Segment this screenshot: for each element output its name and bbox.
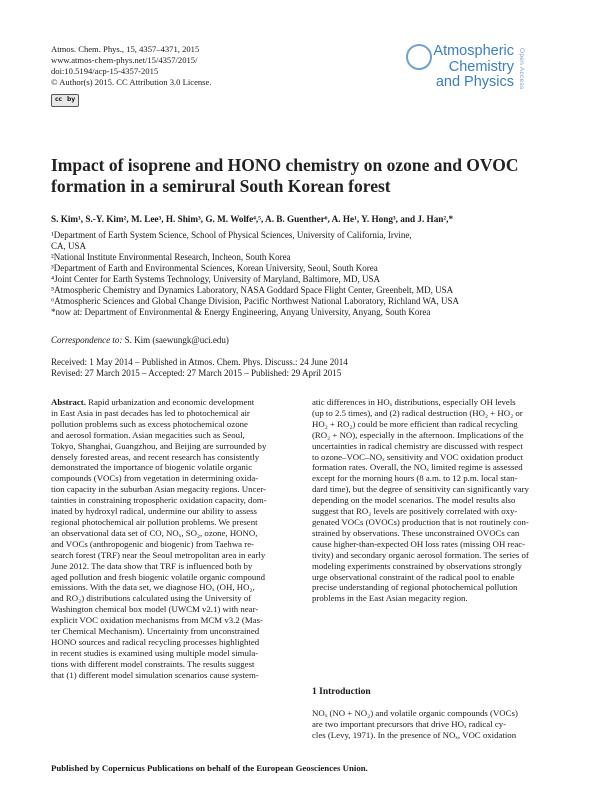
dates-revised: Revised: 27 March 2015 – Accepted: 27 March 2015 – Published: 29 April 2015 <box>51 368 342 378</box>
journal-logo <box>418 44 528 96</box>
abstract-first-line <box>51 397 293 408</box>
affiliation-line: ⁵Atmospheric Chemistry and Dynamics Laboratory, NASA Goddard Space Flight Center, Greenbelt, MD, USA <box>51 285 454 295</box>
abstract-line: and aerosol formation. Asian megacities such as Seoul, <box>51 429 245 440</box>
abstract-line: tion capacity in the suburban Asian megacity regions. Uncer- <box>51 484 267 495</box>
abstract-label: Abstract. <box>51 397 86 407</box>
correspondence <box>51 335 229 345</box>
abstract-line: demonstrated the importance of biogenic volatile organic <box>51 462 253 473</box>
abstract-line: that (1) different model simulation scenarios cause system- <box>51 669 259 680</box>
abstract-line: aged pollution and fresh biogenic volatile organic compound <box>51 571 266 582</box>
abstract-line: Rapid urbanization and economic development <box>85 397 255 407</box>
abstract-line: June 2012. The data show that TRF is influenced both by <box>51 560 253 571</box>
publication-dates <box>51 357 551 379</box>
abstract-line: problems in the East Asian megacity region. <box>312 593 468 604</box>
abstract-line: tions with different model constraints. The results suggest <box>51 658 255 669</box>
abstract-line: to ozone–VOC–NOₓ sensitivity and VOC oxidation product <box>312 451 524 462</box>
abstract-line: pollution problems such as excess photochemical ozone <box>51 418 248 429</box>
abstract-line: Washington chemical box model (UWCM v2.1) with near- <box>51 604 259 615</box>
abstract-line: and VOCs (anthropogenic and biogenic) from Taehwa re- <box>51 538 255 549</box>
introduction-text <box>312 708 552 741</box>
journal-logo-line2: Chemistry <box>448 58 514 75</box>
abstract-line: explicit VOC oxidation mechanisms from MCM v3.2 (Mas- <box>51 615 263 626</box>
journal-logo-line3: and Physics <box>435 74 514 90</box>
article-meta <box>51 44 212 88</box>
publisher-footer: Published by Copernicus Publications on behalf of the European Geosciences Union. <box>51 763 368 773</box>
affiliation-line: ³Department of Earth and Environmental Sciences, Korean University, Seoul, South Korea <box>51 263 378 273</box>
abstract-line: (up to 2.5 times), and (2) radical destruction (HO₂ + HO₂ or <box>312 407 523 418</box>
abstract-line: Tokyo, Shanghai, Guangzhou, and Beijing are surrounded by <box>51 440 267 451</box>
cc-by-badge-icon[interactable] <box>51 94 79 107</box>
abstract-line: ter Chemical Mechanism). Uncertainty from unconstrained <box>51 626 260 637</box>
affiliation-line: ¹Department of Earth System Science, School of Physical Sciences, University of California, Irvine, <box>51 230 412 240</box>
abstract-line: strained by observations. These unconstrained OVOCs can <box>312 527 520 538</box>
title-line-2: formation in a semirural South Korean forest <box>51 175 391 196</box>
abstract-line: tivity) and secondary organic aerosol formation. The series of <box>312 549 529 560</box>
abstract-line: suggest that RO₂ levels are positively correlated with oxy- <box>312 506 518 517</box>
abstract-line: uncertainties in radical chemistry are discussed with respect <box>312 440 523 451</box>
affiliation-line: ⁶Atmospheric Sciences and Global Change Division, Pacific Northwest National Laboratory, Richland WA, USA <box>51 296 460 306</box>
affiliation-line: ²National Institute Environmental Research, Incheon, South Korea <box>51 252 291 262</box>
article-url[interactable]: www.atmos-chem-phys.net/15/4357/2015/ <box>51 55 198 65</box>
affiliation-line: ⁴Joint Center for Earth Systems Technology, University of Maryland, Baltimore, MD, USA <box>51 274 380 284</box>
intro-line: are two important precursors that drive HOₓ radical cy- <box>312 718 507 729</box>
journal-logo-icon <box>406 44 432 70</box>
abstract-line: urge observational constraint of the radical pool to enable <box>312 571 515 582</box>
abstract-right-column <box>312 397 552 604</box>
journal-reference: Atmos. Chem. Phys., 15, 4357–4371, 2015 <box>51 44 200 54</box>
abstract-line: HO₂ + RO₂) could be more efficient than radical recycling <box>312 418 518 429</box>
abstract-line: search forest (TRF) near the Seoul metropolitan area in early <box>51 549 266 560</box>
open-access-label: Open Access <box>518 48 525 90</box>
dates-received: Received: 1 May 2014 – Published in Atmos. Chem. Phys. Discuss.: 24 June 2014 <box>51 357 348 367</box>
intro-line: NOₓ (NO + NO₂) and volatile organic compounds (VOCs) <box>312 708 518 718</box>
abstract-line: tainties in constraining tropospheric oxidation capacity, dom- <box>51 495 267 506</box>
abstract-line: cause higher-than-expected OH loss rates (missing OH reac- <box>312 538 526 549</box>
abstract-line: emissions. With the data set, we diagnose HOₓ (OH, HO₂, <box>51 582 255 593</box>
author-list: S. Kim¹, S.-Y. Kim², M. Lee³, H. Shim³, G. M. Wolfe⁴,⁵, A. B. Guenther⁶, A. He¹, Y. Hong³, and J. Han²,* <box>51 214 454 224</box>
abstract-left-lines <box>51 408 293 681</box>
abstract-line: and RO₂) distributions calculated using the University of <box>51 593 252 604</box>
affiliation-list <box>51 230 551 318</box>
journal-logo-line1: Atmospheric <box>433 43 514 59</box>
abstract-left-column <box>51 397 293 681</box>
abstract-line: except for the morning hours (8 a.m. to 12 p.m. local stan- <box>312 473 518 484</box>
intro-line: cles (Levy, 1971). In the presence of NOₓ, VOC oxidation <box>312 729 517 740</box>
by-badge-text: by <box>67 96 76 103</box>
abstract-line: modeling experiments constrained by observations strongly <box>312 560 522 571</box>
cc-badge-text: cc <box>55 96 63 103</box>
abstract-line: in recent studies is examined using multiple model simula- <box>51 647 259 658</box>
abstract-line: an observational data set of CO, NOₓ, SO₂, ozone, HONO, <box>51 527 258 538</box>
abstract-line: precise understanding of regional photochemical pollution <box>312 582 518 593</box>
abstract-line: (RO₂ + NO), especially in the afternoon. Implications of the <box>312 429 524 440</box>
abstract-line: formation rates. Overall, the NOₓ limited regime is assessed <box>312 462 523 473</box>
affiliation-line: CA, USA <box>51 241 87 251</box>
license-text: © Author(s) 2015. CC Attribution 3.0 License. <box>51 77 212 87</box>
abstract-line: depending on the model scenarios. The model results also <box>312 495 516 506</box>
abstract-line: inated by hydroxyl radical, undermine our ability to assess <box>51 506 257 517</box>
abstract-line: compounds (VOCs) from vegetation in determining oxida- <box>51 473 259 484</box>
article-doi[interactable]: doi:10.5194/acp-15-4357-2015 <box>51 66 159 76</box>
abstract-line: genated VOCs (OVOCs) production that is not routinely con- <box>312 516 529 527</box>
title-line-1: Impact of isoprene and HONO chemistry on ozone and OVOC <box>51 155 519 175</box>
abstract-line: in East Asia in past decades has led to photochemical air <box>51 407 250 418</box>
affiliation-line: *now at: Department of Environmental & Energy Engineering, Anyang University, Anyang, South Korea <box>51 307 431 317</box>
abstract-line: atic differences in HOₓ distributions, especially OH levels <box>312 397 516 407</box>
correspondence-label: Correspondence to: <box>51 335 123 345</box>
correspondence-email[interactable]: S. Kim (saewungk@uci.edu) <box>122 335 229 345</box>
abstract-line: regional photochemical air pollution problems. We present <box>51 516 258 527</box>
section-heading: 1 Introduction <box>312 687 371 697</box>
abstract-line: dard time), but the degree of sensitivity can significantly vary <box>312 484 529 495</box>
paper-title <box>51 155 531 196</box>
abstract-line: densely forested areas, and recent research has consistently <box>51 451 260 462</box>
abstract-line: HONO sources and radical recycling processes highlighted <box>51 636 260 647</box>
